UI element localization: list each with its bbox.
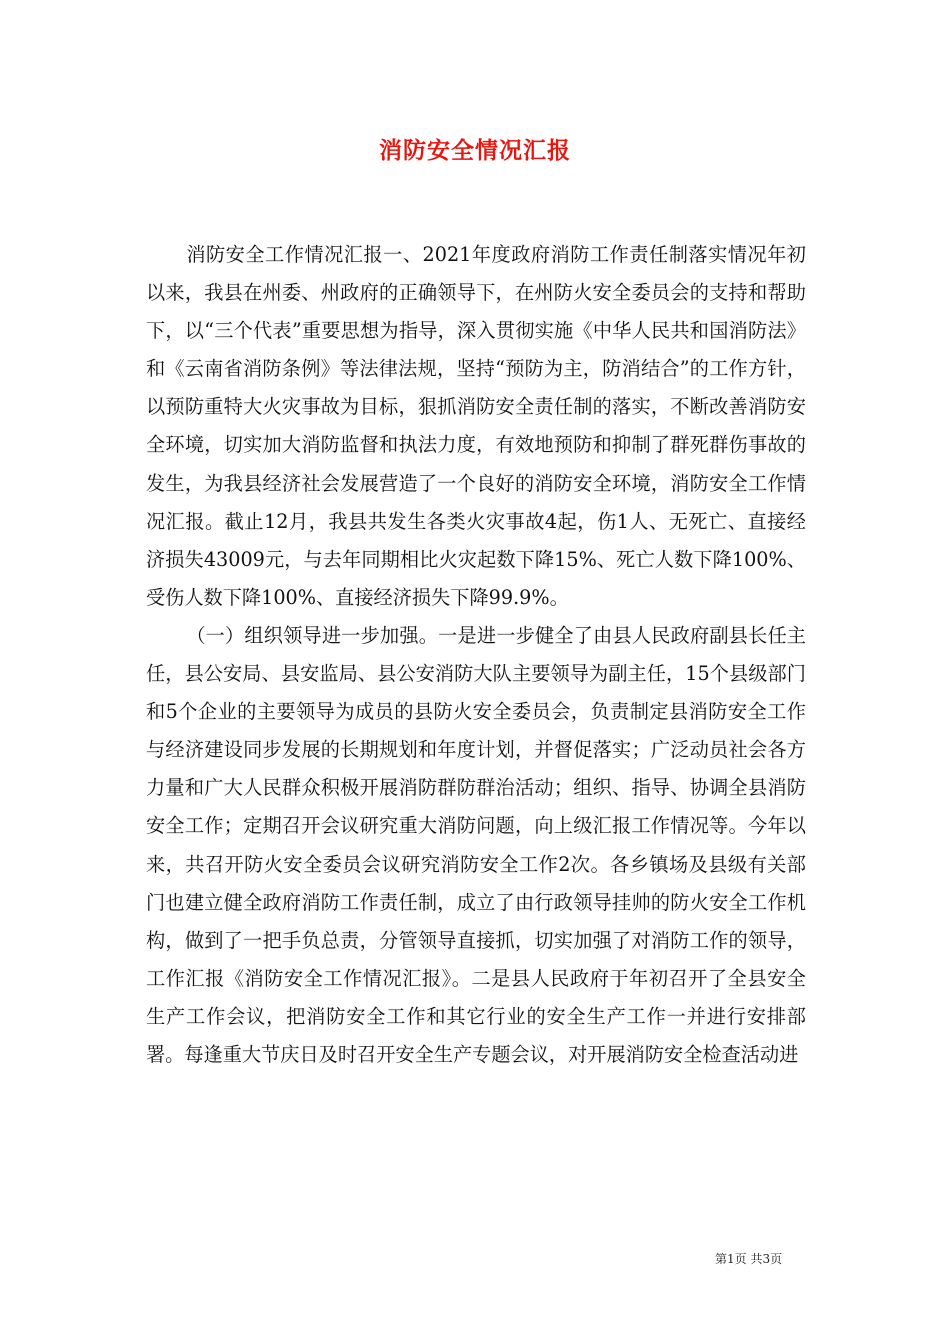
body-paragraph-2: （一）组织领导进一步加强。一是进一步健全了由县人民政府副县长任主任，县公安局、县安监局、县公安消防大队主要领导为副主任，15个县级部门和5个企业的主要领导为成员的县防火安全委员会，负责制定县消防安全工作与经济建设同步发展的长期规划和年度计划，并督促落实；广泛动员社会各方力量和广大人民群众积极开展消防群防群治活动；组织、指导、协调全县消防安全工作；定期召开会议研究重大消防问题，向上级汇报工作情况等。今年以来，共召开防火安全委员会议研究消防安全工作2次。各乡镇场及县级有关部门也建立健全政府消防工作责任制，成立了由行政领导挂帅的防火安全工作机构，做到了一把手负总责，分管领导直接抓，切实加强了对消防工作的领导，工作汇报《消防安全工作情况汇报》。二是县人民政府于年初召开了全县安全生产工作会议，把消防安全工作和其它行业的安全生产工作一并进行安排部署。每逢重大节庆日及时召开安全生产专题会议，对开展消防安全检查活动进 xyxy=(146,623,806,1066)
document-title: 消防安全情况汇报 xyxy=(379,137,571,164)
page-number-footer: 第1页 共3页 xyxy=(715,1252,783,1266)
document-body xyxy=(146,236,806,1074)
body-paragraph-1: 消防安全工作情况汇报一、2021年度政府消防工作责任制落实情况年初以来，我县在州委、州政府的正确领导下，在州防火安全委员会的支持和帮助下，以“三个代表”重要思想为指导，深入贯彻实施《中华人民共和国消防法》和《云南省消防条例》等法律法规，坚持“预防为主，防消结合”的工作方针，以预防重特大火灾事故为目标，狠抓消防安全责任制的落实，不断改善消防安全环境，切实加大消防监督和执法力度，有效地预防和抑制了群死群伤事故的发生，为我县经济社会发展营造了一个良好的消防安全环境，消防安全工作情况汇报。截止12月，我县共发生各类火灾事故4起，伤1人、无死亡、直接经济损失43009元，与去年同期相比火灾起数下降15%、死亡人数下降100%、受伤人数下降100%、直接经济损失下降99.9%。 xyxy=(146,243,806,609)
